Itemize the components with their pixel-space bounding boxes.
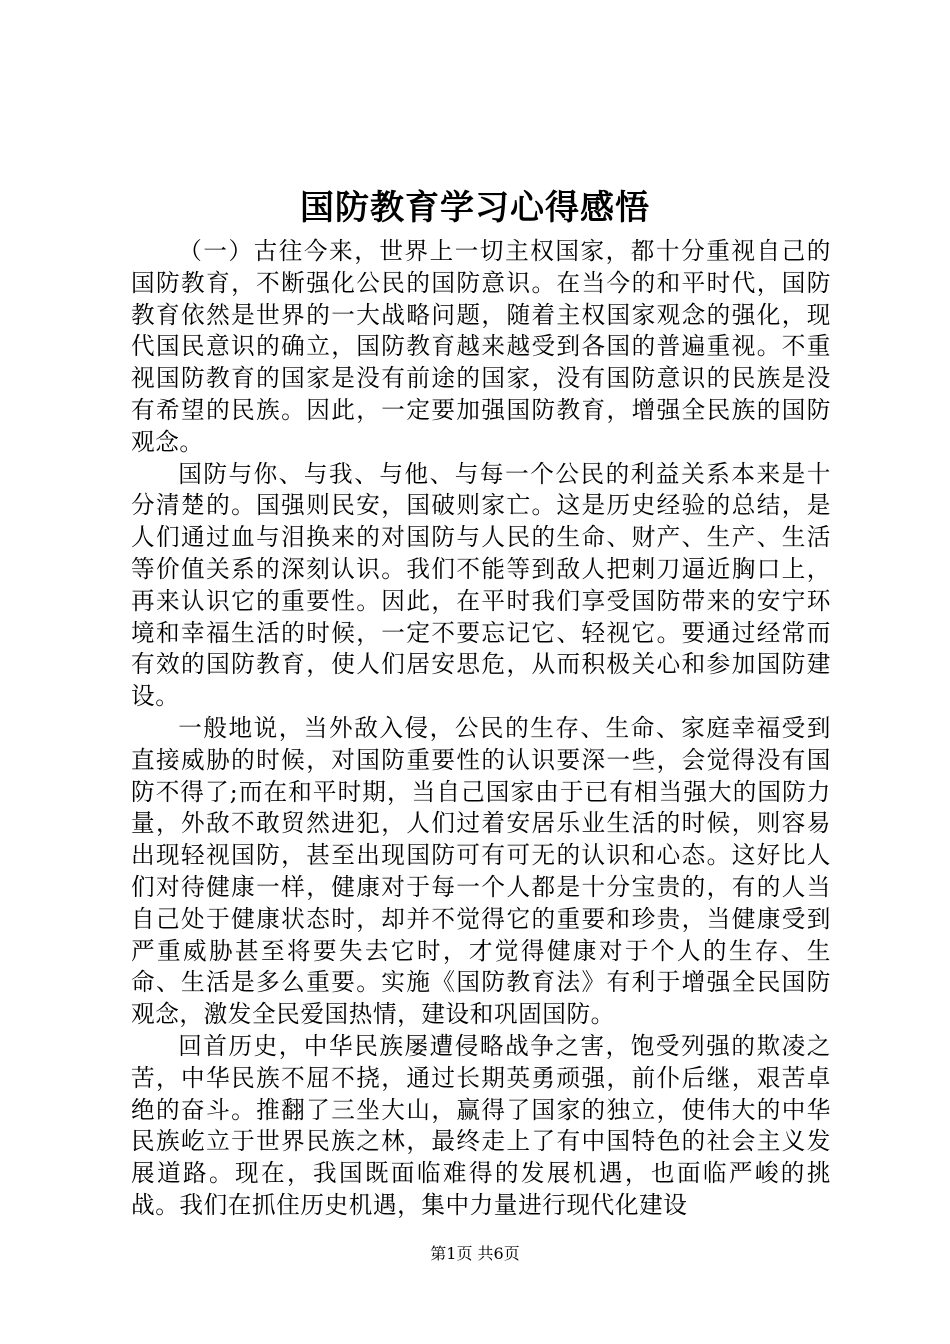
paragraph-1: （一）古往今来，世界上一切主权国家，都十分重视自己的国防教育，不断强化公民的国防意识。在当今的和平时代，国防教育依然是世界的一大战略问题，随着主权国家观念的强化，现代国民意识的确立，国防教育越来越受到各国的普遍重视。不重视国防教育的国家是没有前途的国家，没有国防意识的民族是没有希望的民族。因此，一定要加强国防教育，增强全民族的国防观念。	[131, 237, 831, 456]
document-body	[131, 236, 831, 1222]
page-number-footer: 第1页 共6页	[430, 1244, 520, 1263]
document-title: 国防教育学习心得感悟	[300, 188, 650, 228]
paragraph-3: 一般地说，当外敌入侵，公民的生存、生命、家庭幸福受到直接威胁的时候，对国防重要性的认识要深一些，会觉得没有国防不得了;而在和平时期，当自己国家由于已有相当强大的国防力量，外敌不敢贸然进犯，人们过着安居乐业生活的时候，则容易出现轻视国防，甚至出现国防可有可无的认识和心态。这好比人们对待健康一样，健康对于每一个人都是十分宝贵的，有的人当自己处于健康状态时，却并不觉得它的重要和珍贵，当健康受到严重威胁甚至将要失去它时，才觉得健康对于个人的生存、生命、生活是多么重要。实施《国防教育法》有利于增强全民国防观念，激发全民爱国热情，建设和巩固国防。	[131, 713, 831, 1029]
paragraph-2: 国防与你、与我、与他、与每一个公民的利益关系本来是十分清楚的。国强则民安，国破则家亡。这是历史经验的总结，是人们通过血与泪换来的对国防与人民的生命、财产、生产、生活等价值关系的深刻认识。我们不能等到敌人把刺刀逼近胸口上，再来认识它的重要性。因此，在平时我们享受国防带来的安宁环境和幸福生活的时候，一定不要忘记它、轻视它。要通过经常而有效的国防教育，使人们居安思危，从而积极关心和参加国防建设。	[131, 459, 831, 711]
paragraph-4: 回首历史，中华民族屡遭侵略战争之害，饱受列强的欺凌之苦，中华民族不屈不挠，通过长期英勇顽强，前仆后继，艰苦卓绝的奋斗。推翻了三坐大山，赢得了国家的独立，使伟大的中华民族屹立于世界民族之林，最终走上了有中国特色的社会主义发展道路。现在，我国既面临难得的发展机遇，也面临严峻的挑战。我们在抓住历史机遇，集中力量进行现代化建设	[131, 1031, 831, 1219]
